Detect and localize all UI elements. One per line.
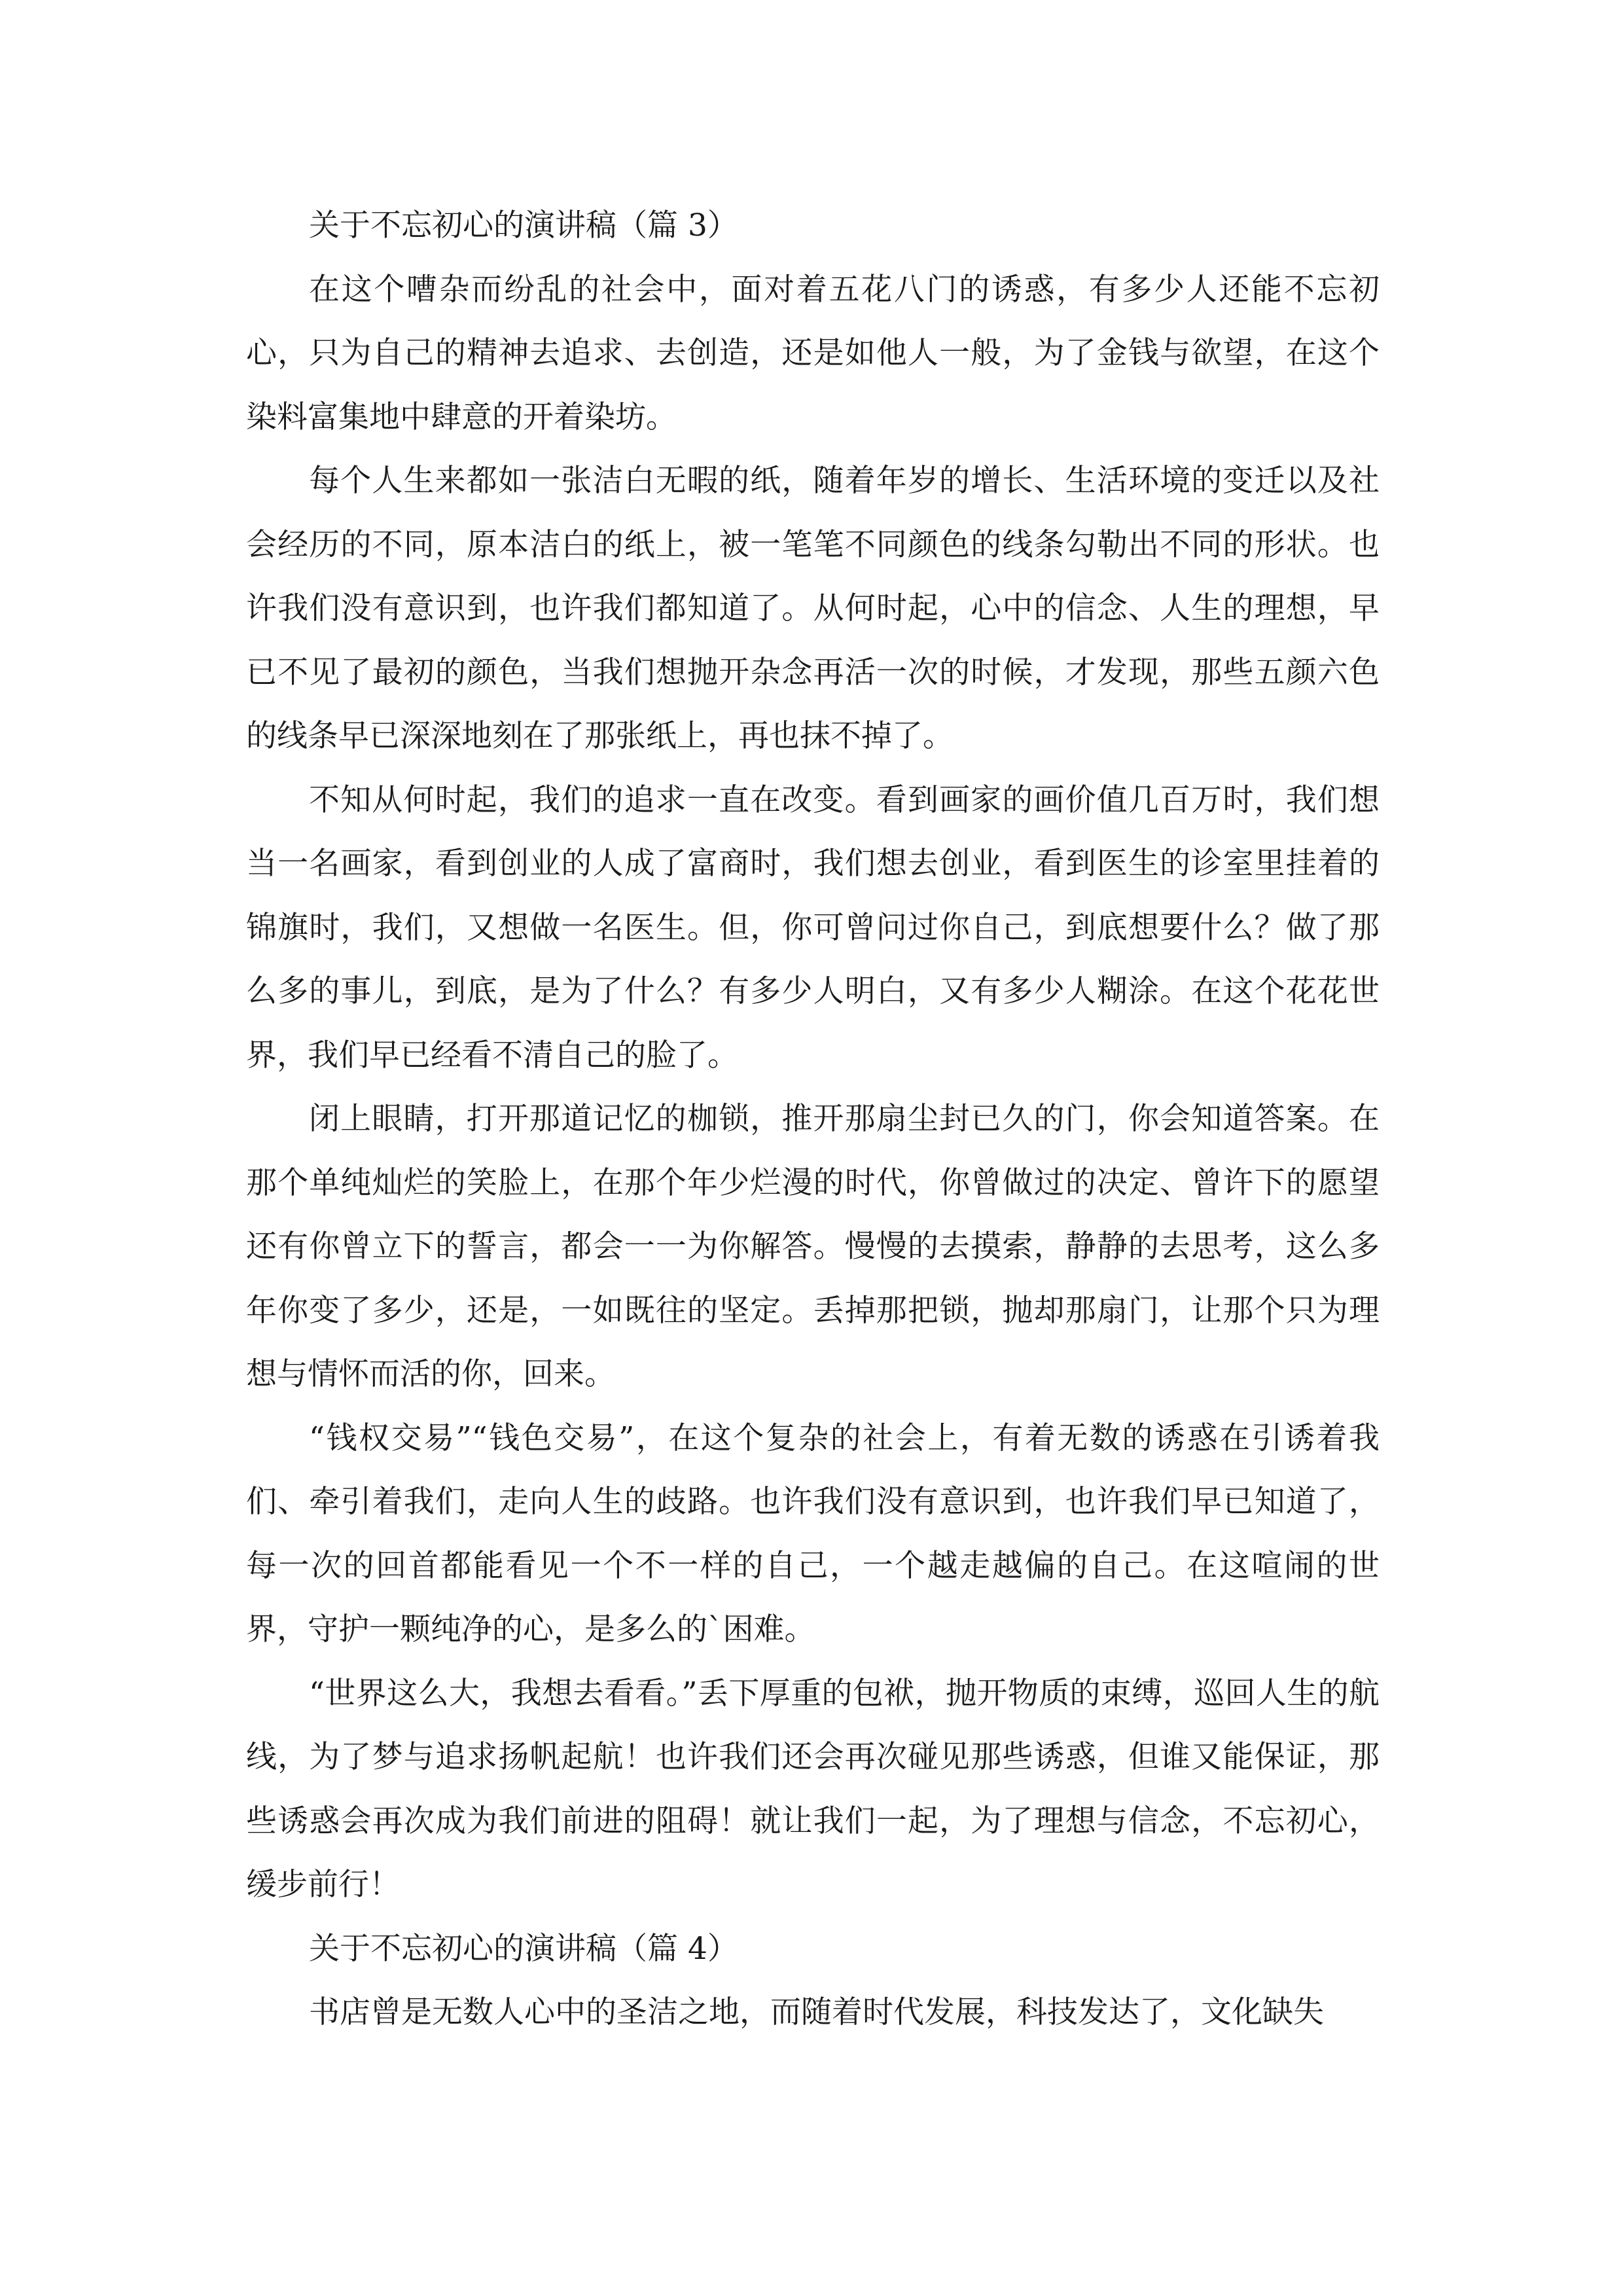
paragraph: “钱权交易”“钱色交易”，在这个复杂的社会上，有着无数的诱惑在引诱着我们、牵引着我们，走向人生的歧路。也许我们没有意识到，也许我们早已知道了，每一次的回首都能看见一个不一样的自己，一个越走越偏的自己。在这喧闹的世界，守护一颗纯净的心，是多么的`困难。: [246, 1420, 1380, 1647]
paragraph: 闭上眼睛，打开那道记忆的枷锁，推开那扇尘封已久的门，你会知道答案。在那个单纯灿烂的笑脸上，在那个年少烂漫的时代，你曾做过的决定、曾许下的愿望还有你曾立下的誓言，都会一一为你解答。慢慢的去摸索，静静的去思考，这么多年你变了多少，还是，一如既往的坚定。丢掉那把锁，抛却那扇门，让那个只为理想与情怀而活的你，回来。: [246, 1101, 1380, 1392]
section-heading-3: 关于不忘初心的演讲稿（篇 3）: [309, 207, 738, 243]
paragraph: 不知从何时起，我们的追求一直在改变。看到画家的画价值几百万时，我们想当一名画家，看到创业的人成了富商时，我们想去创业，看到医生的诊室里挂着的锦旗时，我们，又想做一名医生。但，你可曾问过你自己，到底想要什么？做了那么多的事儿，到底，是为了什么？有多少人明白，又有多少人糊涂。在这个花花世界，我们早已经看不清自己的脸了。: [246, 781, 1380, 1073]
paragraph: 在这个嘈杂而纷乱的社会中，面对着五花八门的诱惑，有多少人还能不忘初心，只为自己的精神去追求、去创造，还是如他人一般，为了金钱与欲望，在这个染料富集地中肆意的开着染坊。: [246, 271, 1380, 435]
document-body: [246, 194, 1380, 2045]
paragraph: “世界这么大，我想去看看。”丢下厚重的包袱，抛开物质的束缚，巡回人生的航线，为了梦与追求扬帆起航！也许我们还会再次碰见那些诱惑，但谁又能保证，那些诱惑会再次成为我们前进的阻碍！就让我们一起，为了理想与信念，不忘初心，缓步前行！: [246, 1675, 1380, 1903]
paragraph: 书店曾是无数人心中的圣洁之地，而随着时代发展，科技发达了，文化缺失: [309, 1994, 1324, 2030]
paragraph: 每个人生来都如一张洁白无暇的纸，随着年岁的增长、生活环境的变迁以及社会经历的不同，原本洁白的纸上，被一笔笔不同颜色的线条勾勒出不同的形状。也许我们没有意识到，也许我们都知道了。从何时起，心中的信念、人生的理想，早已不见了最初的颜色，当我们想抛开杂念再活一次的时候，才发现，那些五颜六色的线条早已深深地刻在了那张纸上，再也抹不掉了。: [246, 463, 1380, 754]
section-heading-4: 关于不忘初心的演讲稿（篇 4）: [309, 1930, 738, 1967]
